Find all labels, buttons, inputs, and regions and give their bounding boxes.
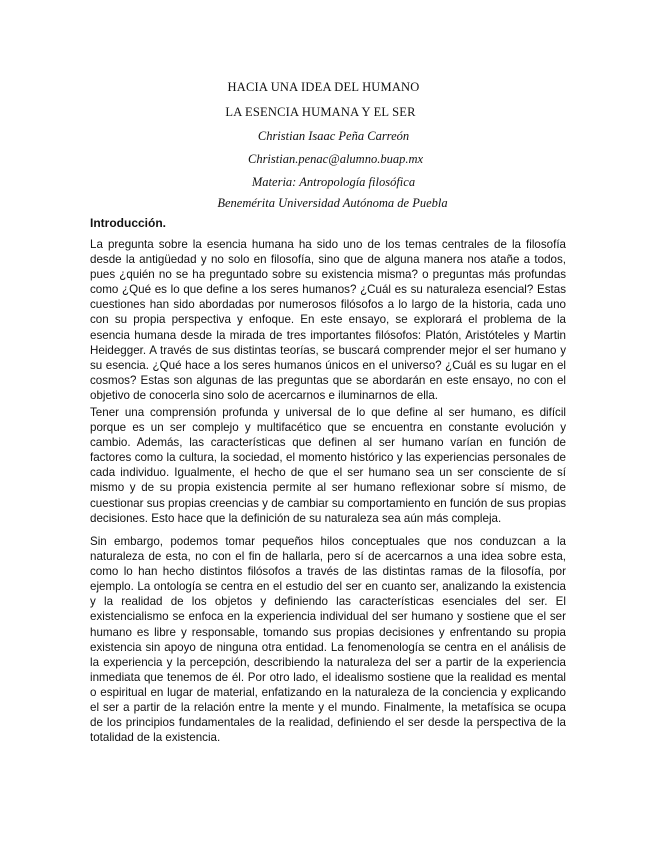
author-name: Christian Isaac Peña Carreón xyxy=(257,129,410,143)
title-line-1: HACIA UNA IDEA DEL HUMANO xyxy=(227,80,420,94)
paragraph-3: Sin embargo, podemos tomar pequeños hilos conceptuales que nos conduzcan a la naturaleza de esta, no con el fin de hallarla, pero sí de acercarnos a una idea sobre esta, como lo han hecho distintos filósofos a través de las distintas ramas de la filosofía, por ejemplo. La ontología se centra en el estudio del ser en cuanto ser, analizando la existencia y la realidad de los objetos y definiendo las características esenciales del ser. El existencialismo se enfoca en la experiencia individual del ser humano y sostiene que el ser humano es libre y responsable, tomando sus propias decisiones y enfrentando su propia existencia sin apoyo de ninguna otra entidad. La fenomenología se centra en el análisis de la experiencia y la percepción, describiendo la naturaleza del ser a partir de la experiencia inmediata que tenemos de él. Por otro lado, el idealismo sostiene que la realidad es mental o espiritual en lugar de material, enfatizando en la naturaleza de la conciencia y explicando el ser a partir de la relación entre la mente y el mundo. Finalmente, la metafísica se ocupa de los principios fundamentales de la realidad, definiendo el ser desde la perspectiva de la totalidad de la existencia. xyxy=(90,535,566,745)
author-email: Christian.penac@alumno.buap.mx xyxy=(247,152,424,166)
paragraph-1: La pregunta sobre la esencia humana ha sido uno de los temas centrales de la filosofía desde la antigüedad y no solo en filosofía, sino que de alguna manera nos atañe a todos, pues ¿quién no se ha preguntado sobre su existencia misma? o preguntas más profundas como ¿Qué es lo que define a los seres humanos? ¿Cuál es su naturaleza esencial? Estas cuestiones han sido abordadas por numerosos filósofos a lo largo de la historia, cada uno con su propia perspectiva y enfoque. En este ensayo, se explorará el problema de la esencia humana desde la mirada de tres importantes filósofos: Platón, Aristóteles y Martin Heidegger. A través de sus distintas teorías, se buscará comprender mejor el ser humano y su esencia. ¿Qué hace a los seres humanos únicos en el universo? ¿Cuál es su lugar en el cosmos? Estas son algunas de las preguntas que se abordarán en este ensayo, no con el objetivo de conocerla sino solo de acercarnos e iluminarnos de ella. xyxy=(90,238,566,402)
course-name: Materia: Antropología filosófica xyxy=(251,175,416,189)
title-line-2: LA ESENCIA HUMANA Y EL SER xyxy=(225,105,416,119)
institution-name: Benemérita Universidad Autónoma de Puebla xyxy=(217,196,448,210)
paragraph-2: Tener una comprensión profunda y universal de lo que define al ser humano, es difícil porque es un ser complejo y multifacético que se encuentra en constante evolución y cambio. Además, las características que definen al ser humano varían en función de factores como la cultura, la sociedad, el momento histórico y las experiencias personales de cada individuo. Igualmente, el hecho de que el ser humano sea un ser consciente de sí mismo y de su propia existencia permite al ser humano reflexionar sobre sí mismo, de cuestionar sus propias creencias y de cambiar su comportamiento en función de sus propias decisiones. Esto hace que la definición de su naturaleza sea aún más compleja. xyxy=(90,406,566,525)
section-heading: Introducción. xyxy=(90,216,166,230)
